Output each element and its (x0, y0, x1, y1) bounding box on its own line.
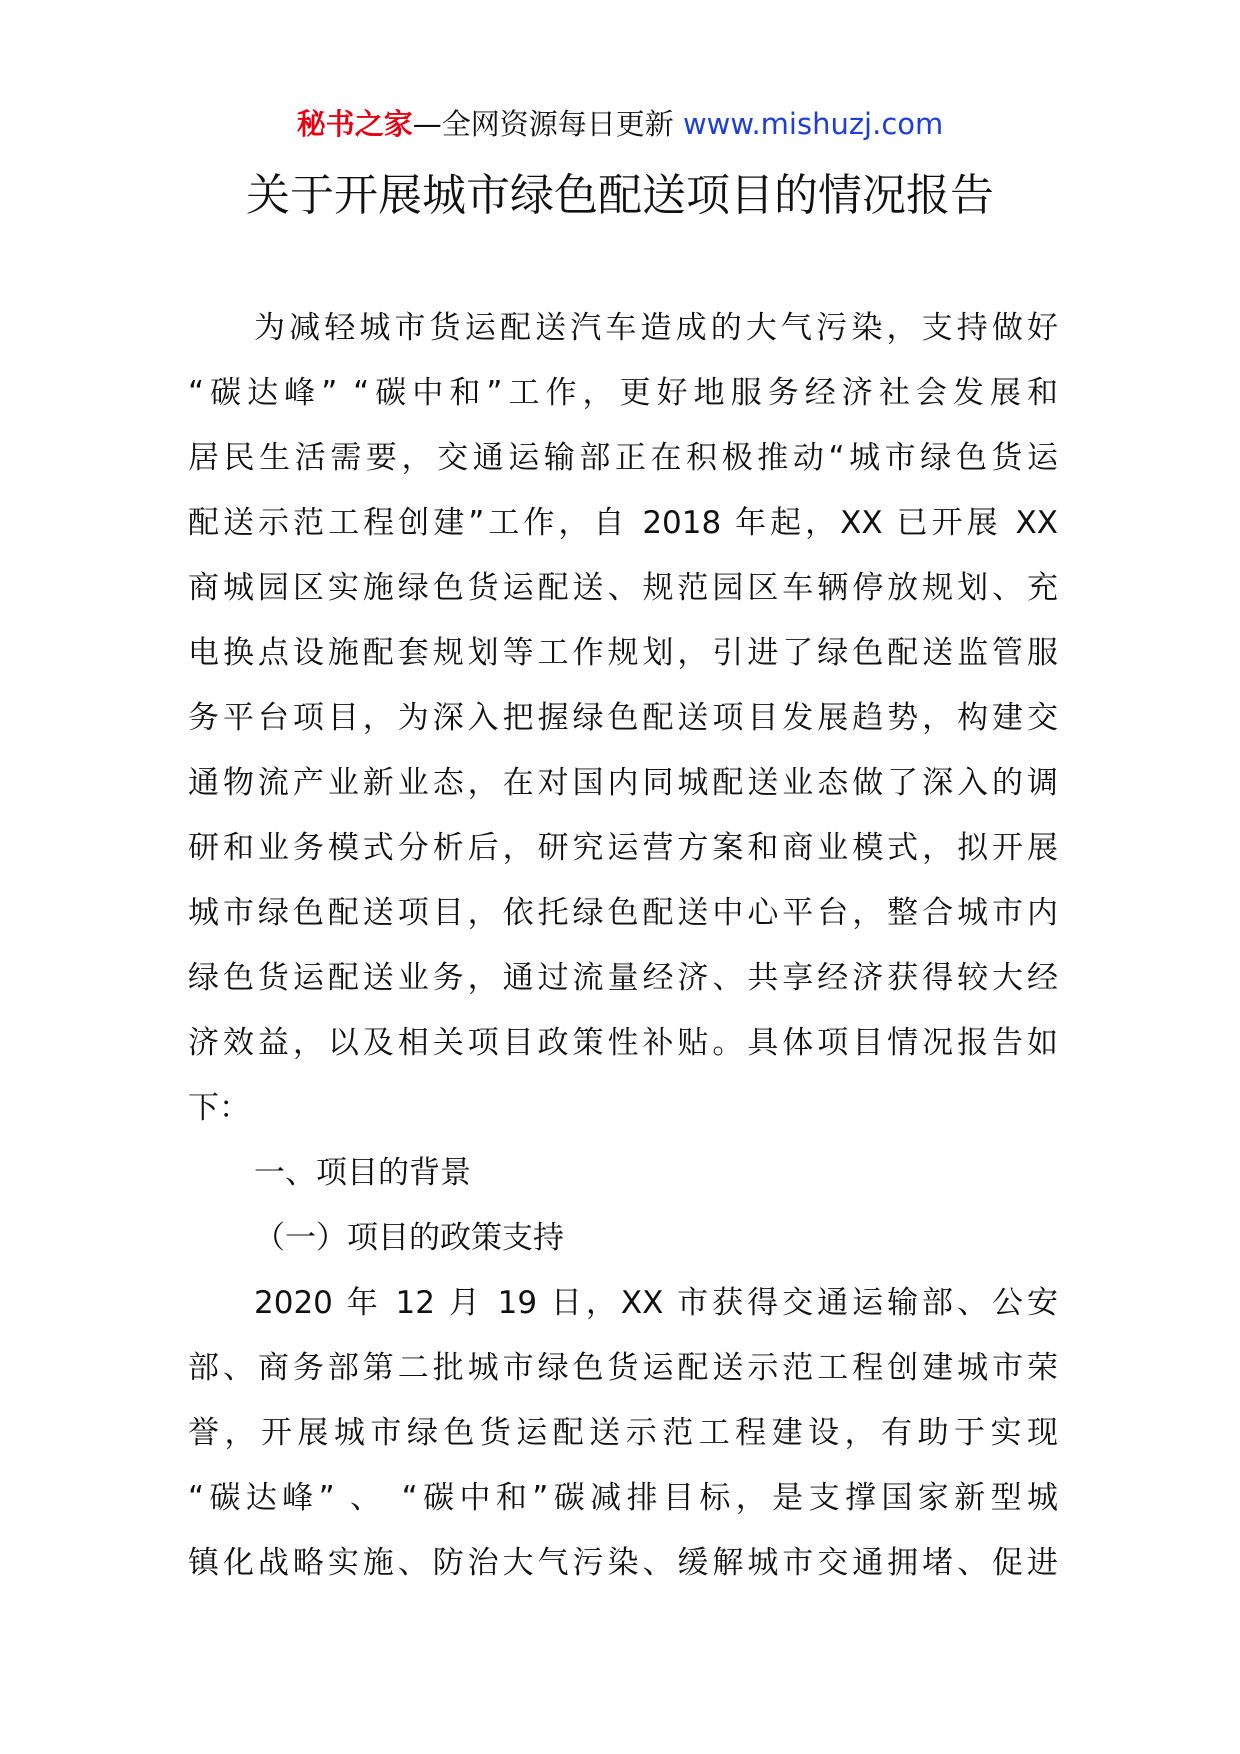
document-title: 关于开展城市绿色配送项目的情况报告 (246, 170, 994, 221)
paragraph-line: “碳达峰” 、 “碳中和”碳减排目标，是支撑国家新型城 (188, 1480, 1058, 1516)
paragraph-line: 下： (188, 1090, 250, 1126)
paragraph-line: 务平台项目，为深入把握绿色配送项目发展趋势，构建交 (188, 700, 1058, 736)
paragraph-line: 配送示范工程创建”工作，自 2018 年起，XX 已开展 XX (188, 505, 1058, 541)
paragraph-line: “碳达峰” “碳中和”工作，更好地服务经济社会发展和 (188, 375, 1058, 411)
paragraph-line: 为减轻城市货运配送汽车造成的大气污染，支持做好 (254, 310, 1058, 346)
paragraph-line: 镇化战略实施、防治大气污染、缓解城市交通拥堵、促进 (188, 1545, 1058, 1581)
site-tagline: —全网资源每日更新 (412, 107, 683, 141)
site-url-link[interactable]: www.mishuzj.com (682, 107, 944, 141)
paragraph-line: 研和业务模式分析后，研究运营方案和商业模式，拟开展 (188, 830, 1058, 866)
paragraph-line: 城市绿色配送项目，依托绿色配送中心平台，整合城市内 (188, 895, 1058, 931)
paragraph-line: 通物流产业新业态，在对国内同城配送业态做了深入的调 (188, 765, 1058, 801)
subsection-heading: （一）项目的政策支持 (254, 1220, 564, 1256)
paragraph-line: 部、商务部第二批城市绿色货运配送示范工程创建城市荣 (188, 1350, 1058, 1386)
paragraph-line: 商城园区实施绿色货运配送、规范园区车辆停放规划、充 (188, 570, 1058, 606)
paragraph-line: 绿色货运配送业务，通过流量经济、共享经济获得较大经 (188, 960, 1058, 996)
paragraph-line: 济效益，以及相关项目政策性补贴。具体项目情况报告如 (188, 1025, 1058, 1061)
paragraph-line: 誉，开展城市绿色货运配送示范工程建设，有助于实现 (188, 1415, 1058, 1451)
document-body (188, 296, 1058, 1596)
site-brand: 秘书之家 (296, 107, 413, 141)
site-header (0, 104, 1240, 144)
paragraph-line: 居民生活需要，交通运输部正在积极推动“城市绿色货运 (188, 440, 1058, 476)
section-heading: 一、项目的背景 (254, 1155, 471, 1191)
paragraph-line: 2020 年 12 月 19 日，XX 市获得交通运输部、公安 (254, 1285, 1058, 1321)
paragraph-line: 电换点设施配套规划等工作规划，引进了绿色配送监管服 (188, 635, 1058, 671)
